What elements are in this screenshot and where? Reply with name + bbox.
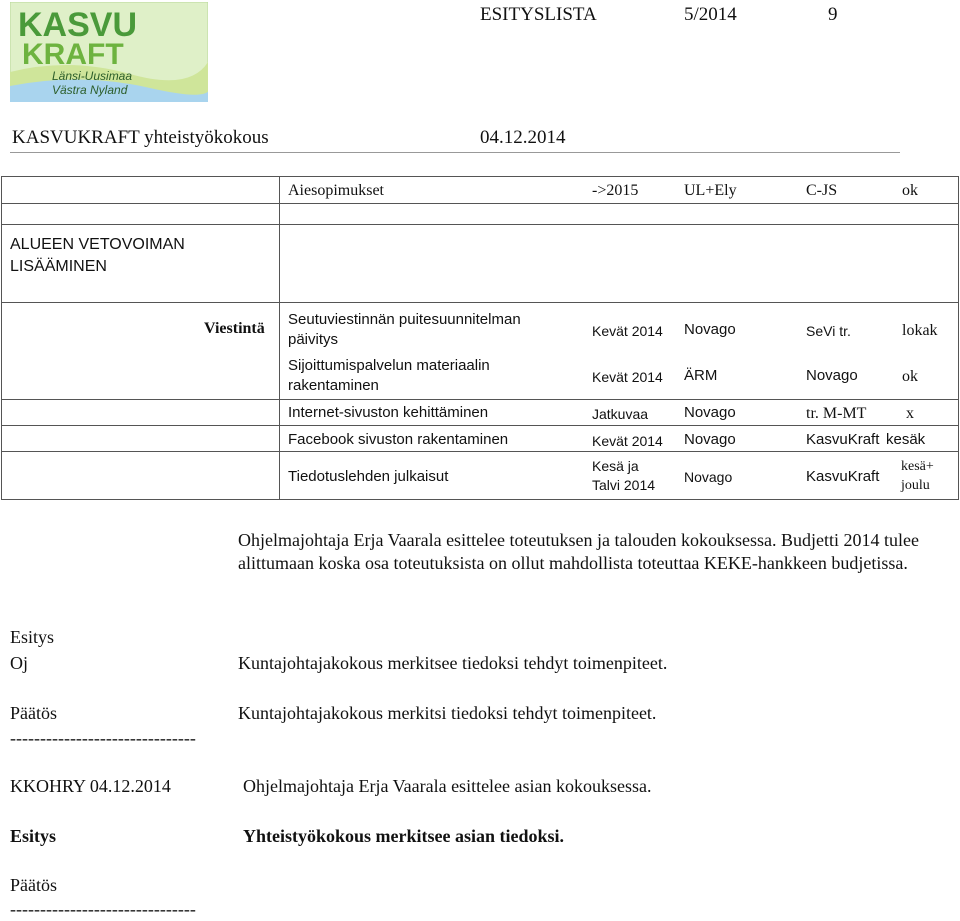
cell-sijoittumis-time: Kevät 2014 [592,369,663,385]
meeting-title: KASVUKRAFT yhteistyökokous [12,127,269,148]
paatos2-label: Päätös [10,875,57,895]
divider-2: ------------------------------- [10,899,196,919]
cell-aiesopimukset-resp: C-JS [806,182,838,199]
cell-seutuviestinta-status: lokak [902,322,938,339]
paatos-label: Päätös [10,703,57,723]
cell-facebook-task: Facebook sivuston rakentaminen [288,431,509,448]
cell-facebook-resp: KasvuKraft [806,431,880,448]
logo-text-1: KASVU [18,6,138,44]
kkohry-label: KKOHRY 04.12.2014 [10,776,171,796]
cell-aiesopimukset-owner: UL+Ely [684,182,737,199]
cell-internet-status: x [906,405,914,422]
paatos-text: Kuntajohtajakokous merkitsi tiedoksi tehdyt toimenpiteet. [238,703,657,723]
cell-tiedotus-task: Tiedotuslehden julkaisut [288,468,449,485]
cell-internet-task: Internet-sivuston kehittäminen [288,404,489,421]
cell-sijoittumis-status: ok [902,368,918,385]
cell-seutuviestinta-task: Seutuviestinnän puitesuunnitelman päivitys [288,311,521,348]
cell-aiesopimukset-status: ok [902,182,918,199]
esitys2-label: Esitys [10,826,57,846]
cell-facebook-owner: Novago [684,431,736,448]
cell-sijoittumis-task: Sijoittumispalvelun materiaalin rakentaminen [288,357,490,394]
meeting-date: 04.12.2014 [480,127,566,148]
cell-facebook-status: kesäk [886,431,926,448]
cell-internet-owner: Novago [684,404,736,421]
logo-text-2: KRAFT [22,38,124,71]
cell-tiedotus-time: Kesä ja Talvi 2014 [592,458,656,493]
header-rule [10,152,900,153]
kasvukraft-logo [10,2,208,102]
cell-sijoittumis-resp: Novago [806,367,858,384]
presentation-paragraph: Ohjelmajohtaja Erja Vaarala esittelee toteutuksen ja talouden kokouksessa. Budjetti 2014 tulee alittumaan koska osa toteutuksista on ollut mahdollista toteuttaa KEKE-hankkeen budjetissa. [238,530,919,573]
issue-number: 5/2014 [684,4,737,25]
logo-text-3: Länsi-Uusimaa [52,69,133,83]
cell-aiesopimukset-time: ->2015 [592,182,639,199]
doc-label: ESITYSLISTA [480,4,597,25]
cell-facebook-time: Kevät 2014 [592,433,663,449]
esitys-text: Kuntajohtajakokous merkitsee tiedoksi tehdyt toimenpiteet. [238,653,668,673]
cell-seutuviestinta-owner: Novago [684,321,736,338]
cell-internet-resp: tr. M-MT [806,405,867,422]
oj-label: Oj [10,653,28,673]
cell-tiedotus-resp: KasvuKraft [806,468,880,485]
cell-seutuviestinta-resp: SeVi tr. [806,323,851,339]
cell-tiedotus-status: kesä+ joulu [901,459,934,493]
cell-aiesopimukset-task: Aiesopimukset [288,182,384,199]
esitys-label: Esitys [10,627,55,647]
esitys2-text: Yhteistyökokous merkitsee asian tiedoksi. [243,826,565,846]
section-title: ALUEEN VETOVOIMAN LISÄÄMINEN [10,236,185,275]
viestinta-label: Viestintä [204,320,265,337]
kkohry-text: Ohjelmajohtaja Erja Vaarala esittelee asian kokouksessa. [243,776,652,796]
logo-text-4: Västra Nyland [52,83,128,97]
cell-sijoittumis-owner: ÄRM [684,367,718,384]
page-number: 9 [828,4,838,25]
cell-tiedotus-owner: Novago [684,469,733,485]
divider-1: ------------------------------- [10,728,196,748]
cell-seutuviestinta-time: Kevät 2014 [592,323,663,339]
cell-internet-time: Jatkuvaa [592,406,649,422]
